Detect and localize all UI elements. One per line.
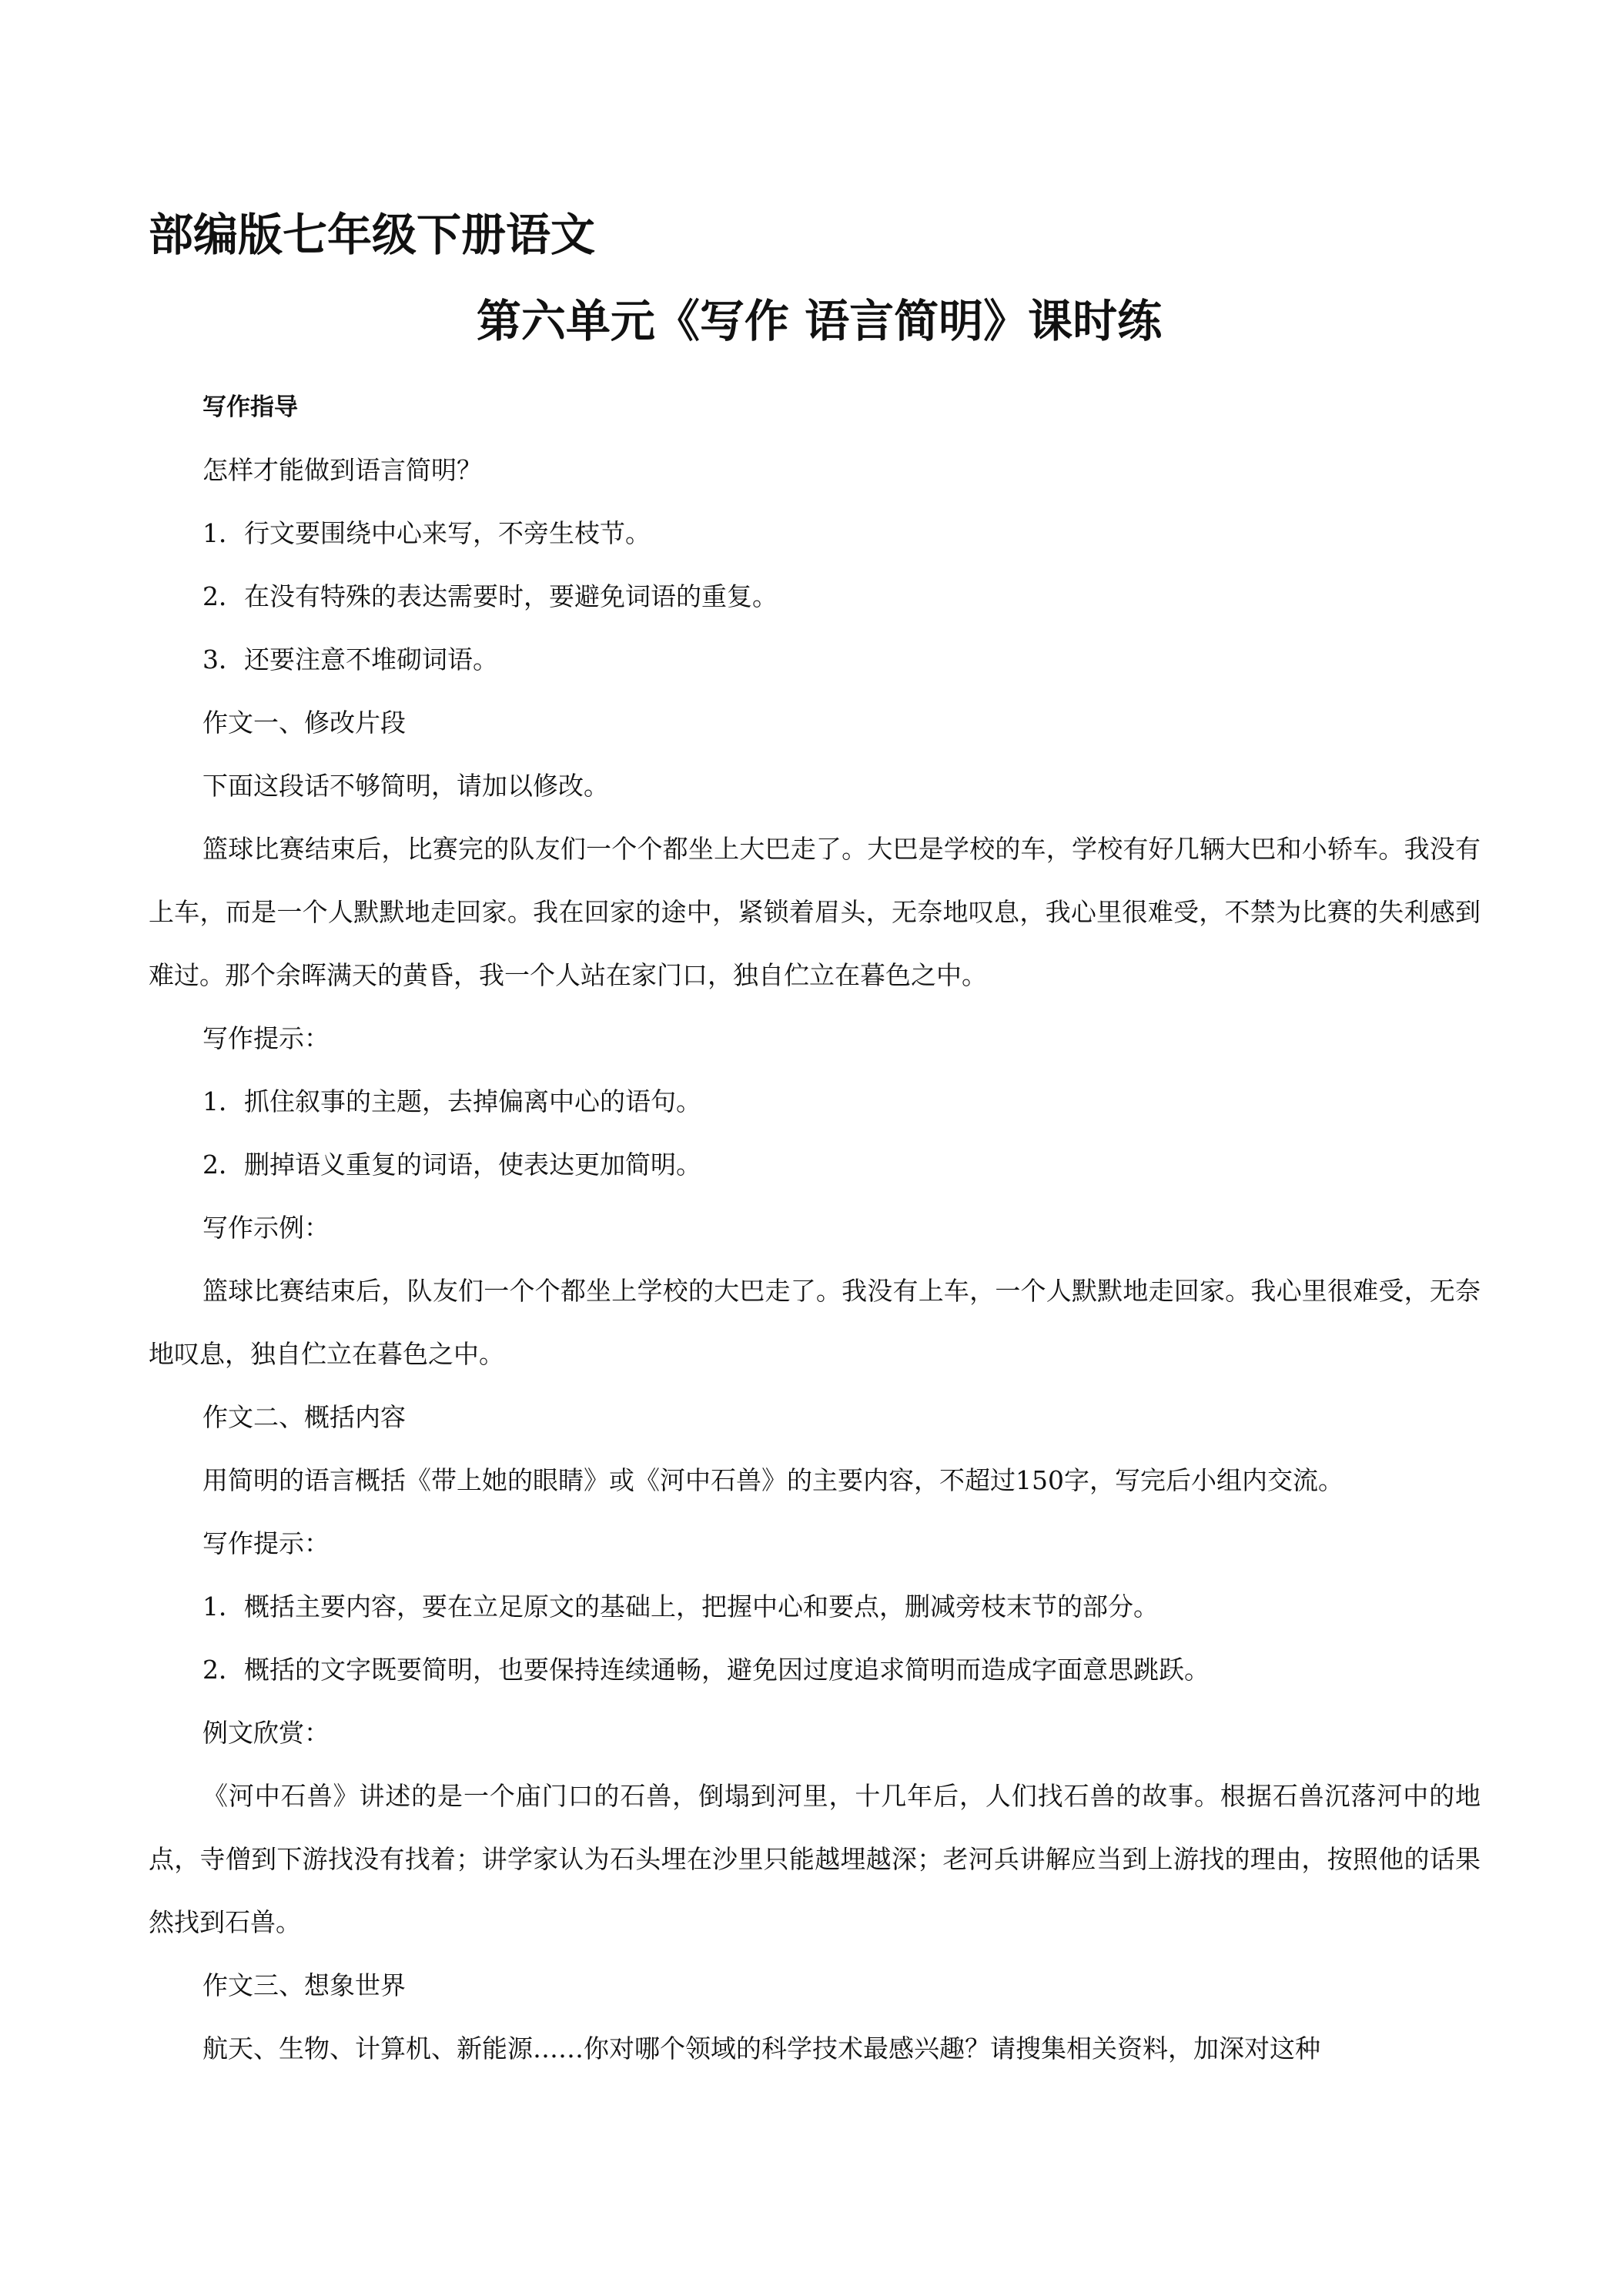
task2-instruction: 用简明的语言概括《带上她的眼睛》或《河中石兽》的主要内容，不超过150字，写完后小组内交流。 — [202, 1465, 1344, 1495]
section-heading: 写作指导 — [202, 393, 298, 421]
task2-hint-item: 2．概括的文字既要简明，也要保持连续通畅，避免因过度追求简明而造成字面意思跳跃。 — [202, 1655, 1210, 1685]
task1-hint-item: 1．抓住叙事的主题，去掉偏离中心的语句。 — [202, 1086, 701, 1116]
task1-instruction: 下面这段话不够简明，请加以修改。 — [202, 771, 609, 801]
task2-hint-item: 1．概括主要内容，要在立足原文的基础上，把握中心和要点，删减旁枝末节的部分。 — [202, 1591, 1159, 1622]
document-subtitle: 第六单元《写作 语言简明》课时练 — [476, 295, 1163, 347]
task1-hint-label: 写作提示： — [202, 1023, 330, 1053]
task3-instruction: 航天、生物、计算机、新能源……你对哪个领域的科学技术最感兴趣？请搜集相关资料，加深对这种 — [202, 2033, 1320, 2063]
task3-heading: 作文三、想象世界 — [202, 1970, 406, 2000]
task2-hint-label: 写作提示： — [202, 1528, 330, 1558]
document-body — [149, 376, 1481, 2080]
task2-heading: 作文二、概括内容 — [202, 1402, 406, 1432]
tip-item: 3．还要注意不堆砌词语。 — [202, 644, 498, 674]
tip-item: 2．在没有特殊的表达需要时，要避免词语的重复。 — [202, 581, 778, 611]
task2-example: 《河中石兽》讲述的是一个庙门口的石兽，倒塌到河里，十几年后，人们找石兽的故事。根据石兽沉落河中的地点，寺僧到下游找没有找着；讲学家认为石头埋在沙里只能越埋越深；老河兵讲解应当到上游找的理由，按照他的话果然找到石兽。 — [149, 1781, 1481, 1937]
task1-passage: 篮球比赛结束后，比赛完的队友们一个个都坐上大巴走了。大巴是学校的车，学校有好几辆大巴和小轿车。我没有上车，而是一个人默默地走回家。我在回家的途中，紧锁着眉头，无奈地叹息，我心里很难受，不禁为比赛的失利感到难过。那个余晖满天的黄昏，我一个人站在家门口，独自伫立在暮色之中。 — [149, 834, 1481, 990]
task1-hint-item: 2．删掉语义重复的词语，使表达更加简明。 — [202, 1150, 701, 1180]
task1-heading: 作文一、修改片段 — [202, 708, 406, 738]
task1-example: 篮球比赛结束后，队友们一个个都坐上学校的大巴走了。我没有上车，一个人默默地走回家。我心里很难受，无奈地叹息，独自伫立在暮色之中。 — [149, 1276, 1481, 1369]
intro-question: 怎样才能做到语言简明？ — [202, 455, 482, 485]
document-title: 部编版七年级下册语文 — [149, 209, 596, 261]
tip-item: 1．行文要围绕中心来写，不旁生枝节。 — [202, 518, 651, 548]
task1-example-label: 写作示例： — [202, 1213, 330, 1243]
task2-example-label: 例文欣赏： — [202, 1718, 330, 1748]
